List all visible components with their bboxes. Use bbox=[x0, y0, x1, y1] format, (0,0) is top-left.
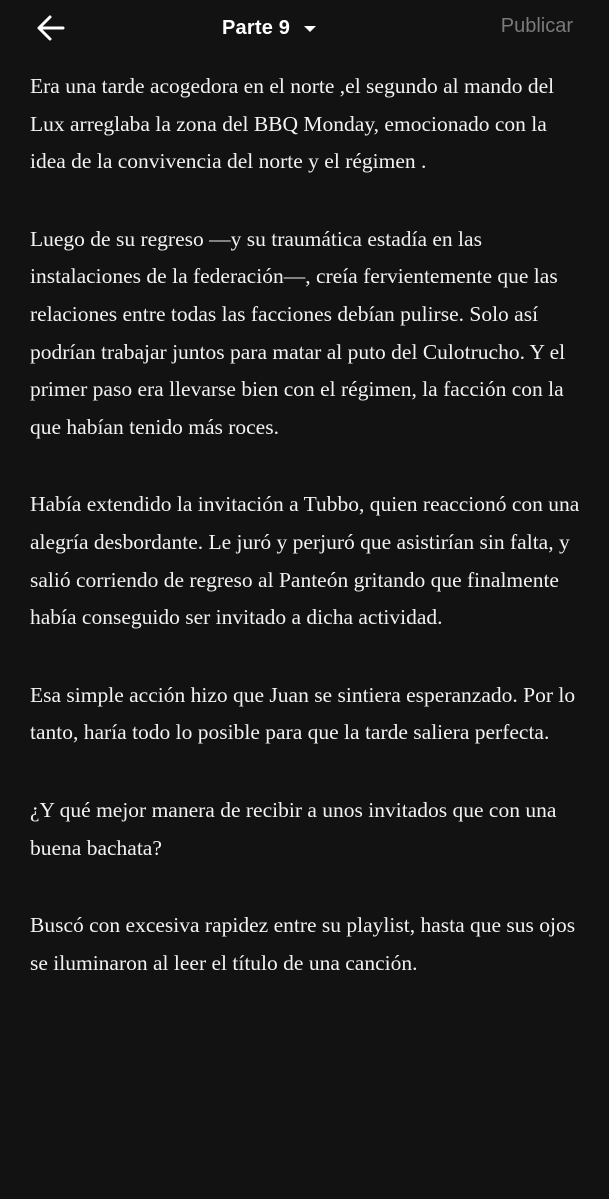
story-paragraph[interactable]: ¿Y qué mejor manera de recibir a unos invitados que con una buena bachata? bbox=[30, 797, 557, 860]
back-button[interactable] bbox=[30, 10, 70, 46]
story-paragraph[interactable]: Buscó con excesiva rapidez entre su playlist, hasta que sus ojos se iluminaron al leer el título de una canción. bbox=[30, 913, 576, 975]
part-title: Parte 9 bbox=[222, 16, 291, 39]
story-paragraph[interactable]: Había extendido la invitación a Tubbo, quien reaccionó con una alegría desbordante. Le juró y perjuró que asistirían sin falta, y salió corriendo de regreso al Panteón gritando que finalmente había conseguido ser invitado a dicha actividad. bbox=[30, 492, 580, 630]
story-paragraph[interactable]: Esa simple acción hizo que Juan se sintiera esperanzado. Por lo tanto, haría todo lo posible para que la tarde saliera perfecta. bbox=[30, 682, 576, 745]
part-selector[interactable] bbox=[222, 14, 316, 42]
top-bar bbox=[0, 0, 609, 56]
arrow-left-icon bbox=[30, 10, 70, 46]
story-paragraph[interactable]: Era una tarde acogedora en el norte ,el segundo al mando del Lux arreglaba la zona del BBQ Monday, emocionado con la idea de la convivencia del norte y el régimen . bbox=[30, 74, 555, 174]
story-paragraph[interactable]: Luego de su regreso —y su traumática estadía en las instalaciones de la federación—, creía fervientemente que las relaciones entre todas las facciones debían pulirse. Solo así podrían trabajar juntos para matar al puto del Culotrucho. Y el primer paso era llevarse bien con el régimen, la facción con la que habían tenido más roces. bbox=[30, 226, 566, 439]
caret-down-icon bbox=[304, 26, 316, 32]
publish-button[interactable]: Publicar bbox=[500, 15, 573, 37]
story-editor[interactable] bbox=[30, 68, 582, 1022]
